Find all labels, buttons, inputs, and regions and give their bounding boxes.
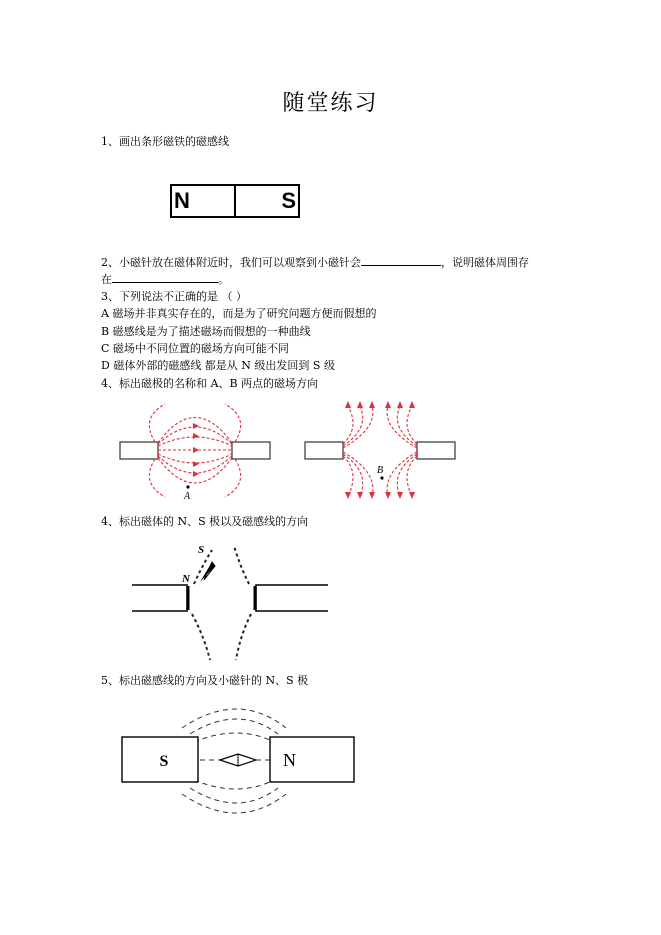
figure-magnets-repel: [300, 398, 460, 502]
label-point-b: B: [377, 465, 384, 476]
magnet-left-pole: S: [159, 753, 169, 770]
needle-label-s: S: [198, 544, 205, 556]
question-2-line-1: [101, 254, 529, 271]
needle-label-n: N: [182, 573, 190, 585]
bar-magnet: [170, 184, 300, 218]
question-2-text-c: 在: [101, 273, 112, 286]
question-1: 1、画出条形磁铁的磁感线: [101, 135, 229, 148]
question-2-line-2: [101, 271, 229, 288]
magnet-south-pole: S: [281, 188, 296, 213]
label-point-a: A: [184, 491, 191, 502]
answer-blank-2[interactable]: [112, 271, 218, 283]
question-2-text-a: 2、小磁针放在磁体附近时，我们可以观察到小磁针会: [101, 256, 361, 269]
figure-magnets-attract: [115, 398, 275, 502]
magnet-right-pole: N: [283, 750, 296, 770]
question-2-text-b: ，说明磁体周围存: [441, 256, 529, 269]
page-title: 随堂练习: [282, 91, 379, 116]
magnet-north-pole: N: [172, 186, 236, 216]
question-4a: 4、标出磁极的名称和 A、B 两点的磁场方向: [101, 377, 319, 390]
figure-magnets-needle: [130, 536, 330, 662]
question-4b: 4、标出磁体的 N、S 极以及磁感线的方向: [101, 515, 309, 528]
question-3: 3、下列说法不正确的是 （ ）: [101, 290, 247, 303]
question-2-text-d: 。: [218, 273, 229, 286]
answer-blank-1[interactable]: [361, 254, 441, 266]
option-a: A 磁场并非真实存在的，而是为了研究问题方便而假想的: [101, 307, 377, 320]
option-b: B 磁感线是为了描述磁场而假想的一种曲线: [101, 325, 311, 338]
figure-magnets-field-needle: [120, 702, 356, 824]
question-5: 5、标出磁感线的方向及小磁针的 N、S 极: [101, 674, 309, 687]
option-c: C 磁场中不同位置的磁场方向可能不同: [101, 342, 289, 355]
option-d: D 磁体外部的磁感线 都是从 N 级出发回到 S 级: [101, 359, 335, 372]
